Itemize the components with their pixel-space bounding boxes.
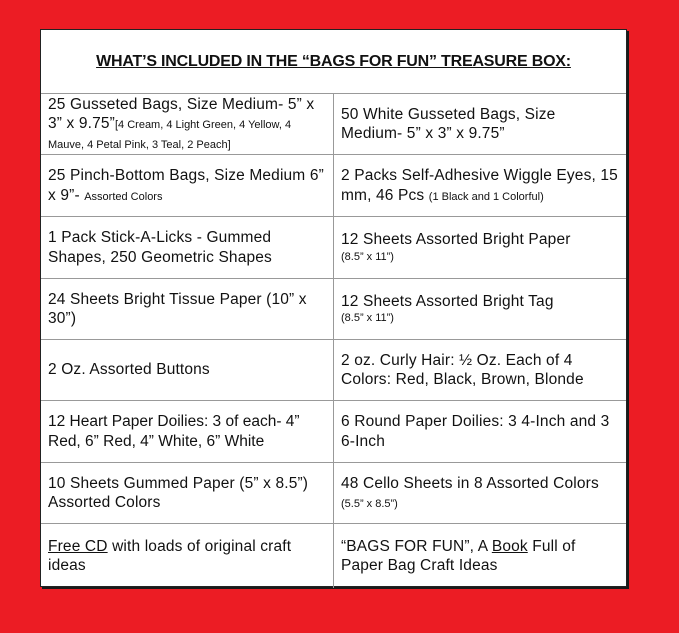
item-text-prefix: “BAGS FOR FUN”, A bbox=[341, 537, 492, 555]
item-cell bbox=[334, 279, 626, 339]
item-cell bbox=[41, 401, 334, 462]
free-cd-label: Free CD bbox=[48, 537, 108, 555]
item-cell bbox=[41, 524, 334, 588]
item-cell bbox=[334, 155, 626, 216]
item-cell bbox=[41, 340, 334, 400]
item-cell bbox=[41, 217, 334, 278]
item-cell bbox=[334, 217, 626, 278]
item-cell bbox=[334, 524, 626, 588]
book-label: Book bbox=[491, 537, 528, 555]
item-text: 12 Sheets Assorted Bright Tag bbox=[341, 292, 554, 310]
item-note: [4 Cream, 4 Light Green, 4 Yellow, 4 Mauve, 4 Petal Pink, 3 Teal, 2 Peach] bbox=[48, 119, 292, 151]
item-note: (8.5” x 11”) bbox=[341, 250, 394, 263]
table-row bbox=[41, 155, 626, 217]
item-text: 6 Round Paper Doilies: 3 4-Inch and 3 6-Inch bbox=[341, 413, 610, 450]
item-text: with loads of original craft ideas bbox=[48, 537, 292, 574]
item-cell bbox=[41, 279, 334, 339]
item-note: (1 Black and 1 Colorful) bbox=[428, 190, 544, 203]
item-cell bbox=[334, 401, 626, 462]
table-row bbox=[41, 463, 626, 524]
panel-header bbox=[41, 30, 626, 94]
item-text: 25 Gusseted Bags, Size Medium- 5” x 3” x 9.75” bbox=[48, 95, 315, 133]
contents-table bbox=[41, 94, 626, 588]
item-cell bbox=[41, 155, 334, 216]
item-cell bbox=[334, 340, 626, 400]
table-row bbox=[41, 217, 626, 279]
item-text: 48 Cello Sheets in 8 Assorted Colors bbox=[341, 474, 599, 492]
item-cell bbox=[41, 94, 334, 154]
item-cell bbox=[334, 463, 626, 523]
table-row bbox=[41, 524, 626, 588]
item-note: (5.5” x 8.5”) bbox=[341, 498, 398, 510]
item-text: 2 Oz. Assorted Buttons bbox=[48, 361, 210, 379]
item-cell bbox=[41, 463, 334, 523]
item-text: 1 Pack Stick-A-Licks - Gummed Shapes, 250 Geometric Shapes bbox=[48, 229, 272, 266]
table-row bbox=[41, 340, 626, 401]
item-note: (8.5” x 11”) bbox=[341, 312, 394, 325]
page-title: WHAT’S INCLUDED IN THE “BAGS FOR FUN” TREASURE BOX: bbox=[96, 52, 571, 70]
item-text: 24 Sheets Bright Tissue Paper (10” x 30”) bbox=[48, 290, 307, 327]
item-text: 2 oz. Curly Hair: ½ Oz. Each of 4 Colors: Red, Black, Brown, Blonde bbox=[341, 351, 584, 388]
item-note: Assorted Colors bbox=[84, 190, 163, 203]
item-cell bbox=[334, 94, 626, 154]
contents-panel bbox=[40, 29, 627, 587]
item-text: 12 Heart Paper Doilies: 3 of each- 4” Red, 6” Red, 4” White, 6” White bbox=[48, 413, 300, 450]
table-row bbox=[41, 94, 626, 155]
item-text: 10 Sheets Gummed Paper (5” x 8.5”) Assorted Colors bbox=[48, 474, 309, 511]
table-row bbox=[41, 279, 626, 340]
item-text: Full of Paper Bag Craft Ideas bbox=[341, 537, 576, 574]
item-text: 12 Sheets Assorted Bright Paper bbox=[341, 231, 571, 249]
item-text: 25 Pinch-Bottom Bags, Size Medium 6” x 9”- bbox=[48, 167, 324, 204]
table-row bbox=[41, 401, 626, 463]
item-text: 50 White Gusseted Bags, Size Medium- 5” x 3” x 9.75” bbox=[341, 105, 556, 142]
item-text: 2 Packs Self-Adhesive Wiggle Eyes, 15 mm, 46 Pcs bbox=[341, 167, 618, 204]
